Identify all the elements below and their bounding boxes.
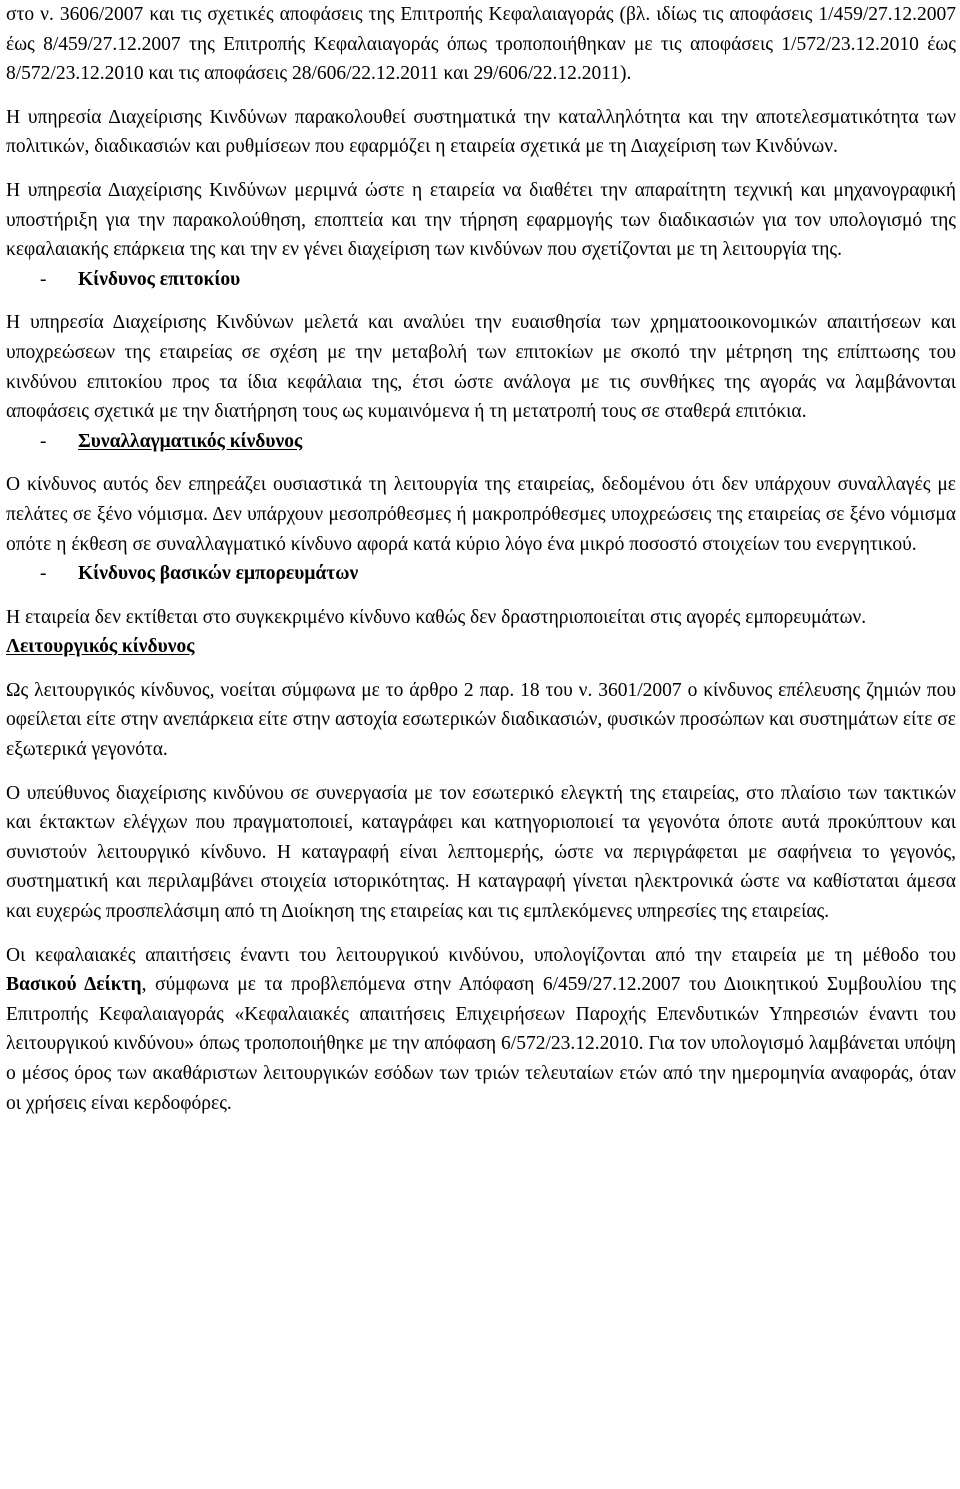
paragraph-intro: στο ν. 3606/2007 και τις σχετικές αποφάσεις της Επιτροπής Κεφαλαιαγοράς (βλ. ιδίως τις αποφάσεις 1/459/27.12.2007 έως 8/459/27.12.2007 της Επιτροπής Κεφαλαιαγοράς όπως τροποποιήθηκαν με τις αποφάσεις 1/572/23.12.2010 έως 8/572/23.12.2010 και τις αποφάσεις 28/606/22.12.2011 και 29/606/22.12.2011).	[6, 4, 956, 85]
heading-text: Συναλλαγματικός κίνδυνος	[78, 430, 303, 452]
paragraph-commodity-risk: Η εταιρεία δεν εκτίθεται στο συγκεκριμένο κίνδυνο καθώς δεν δραστηριοποιείται στις αγορές εμπορευμάτων.	[6, 606, 867, 628]
heading-text: Κίνδυνος βασικών εμπορευμάτων	[78, 563, 359, 585]
document-page	[6, 0, 956, 1118]
paragraph-fx-risk: Ο κίνδυνος αυτός δεν επηρεάζει ουσιαστικά τη λειτουργία της εταιρείας, δεδομένου ότι δεν υπάρχουν συναλλαγές με πελάτες σε ξένο νόμισμα. Δεν υπάρχουν μεσοπρόθεσμες ή μακροπρόθεσμες υποχρεώσεις της εταιρείας σε ξένο νόμισμα οπότε η έκθεση σε συναλλαγματικό κίνδυνο αφορά κατά κύριο λόγο ένα μικρό ποσοστό στοιχείων του ενεργητικού.	[6, 474, 956, 555]
heading-operational-risk: Λειτουργικός κίνδυνος	[6, 636, 195, 658]
paragraph-operational-definition: Ως λειτουργικός κίνδυνος, νοείται σύμφωνα με το άρθρο 2 παρ. 18 του ν. 3601/2007 ο κίνδυνος επέλευσης ζημιών που οφείλεται είτε στην ανεπάρκεια είτε στην αστοχία εσωτερικών διαδικασιών, φυσικών προσώπων και συστημάτων είτε σε εξωτερικά γεγονότα.	[6, 679, 956, 761]
heading-text: Κίνδυνος επιτοκίου	[78, 268, 241, 290]
list-dash: -	[40, 563, 47, 585]
list-dash: -	[40, 430, 47, 452]
list-dash: -	[40, 268, 47, 290]
paragraph-operational-recording: Ο υπεύθυνος διαχείρισης κινδύνου σε συνεργασία με τον εσωτερικό ελεγκτή της εταιρείας, στο πλαίσιο των τακτικών και έκτακτων ελέγχων που πραγματοποιεί, καταγράφει και κατηγοριοποιεί τα γεγονότα όποτε αυτά προκύπτουν και συνιστούν λειτουργικό κίνδυνο. Η καταγραφή είναι λεπτομερής, ώστε να περιγράφεται με σαφήνεια το γεγονός, συστηματική και περιλαμβάνει στοιχεία ιστορικότητας. Η καταγραφή γίνεται ηλεκτρονικά ώστε να καθίσταται άμεσα και ευχερώς προσπελάσιμη από τη Διοίκηση της εταιρείας και τις εμπλεκόμενες υπηρεσίες της εταιρείας.	[6, 782, 956, 923]
basic-indicator-term: Βασικού Δείκτη	[6, 974, 142, 996]
heading-commodity-risk	[6, 559, 956, 589]
heading-fx-risk	[6, 427, 956, 457]
heading-interest-rate-risk	[6, 265, 956, 295]
paragraph-interest-rate-risk: Η υπηρεσία Διαχείρισης Κινδύνων μελετά και αναλύει την ευαισθησία των χρηματοοικονομικών απαιτήσεων και υποχρεώσεων της εταιρείας σε σχέση με την μεταβολή των επιτοκίων με σκοπό την μέτρηση της επίπτωσης του κινδύνου επιτοκίου προς τα ίδια κεφάλαια της, έτσι ώστε ανάλογα με τις συνθήκες της αγοράς να λαμβάνονται αποφάσεις σχετικά με την διατήρηση τους ως κυμαινόμενα ή τη μετατροπή τους σε σταθερά επιτόκια.	[6, 312, 956, 423]
paragraph-risk-monitoring: Η υπηρεσία Διαχείρισης Κινδύνων παρακολουθεί συστηματικά την καταλληλότητα και την αποτελεσματικότητα των πολιτικών, διαδικασιών και ρυθμίσεων που εφαρμόζει η εταιρεία σχετικά με τη Διαχείριση των Κινδύνων.	[6, 106, 956, 158]
paragraph-operational-capital	[6, 941, 956, 1119]
paragraph-technical-support: Η υπηρεσία Διαχείρισης Κινδύνων μεριμνά ώστε η εταιρεία να διαθέτει την απαραίτητη τεχνική και μηχανογραφική υποστήριξη για την παρακολούθηση, εποπτεία και την τήρηση εφαρμογής των διαδικασιών για τον υπολογισμό της κεφαλαιακής επάρκεια της και την εν γένει διαχείριση των κινδύνων που σχετίζονται με τη λειτουργία της.	[6, 179, 956, 261]
capital-text-end: , σύμφωνα με τα προβλεπόμενα στην Απόφαση 6/459/27.12.2007 του Διοικητικού Συμβουλίου της Επιτροπής Κεφαλαιαγοράς «Κεφαλαιακές απαιτήσεις Επιχειρήσεων Παροχής Επενδυτικών Υπηρεσιών έναντι του λειτουργικού κινδύνου» όπως τροποποιήθηκε με την απόφαση 6/572/23.12.2010. Για τον υπολογισμό λαμβάνεται υπόψη ο μέσος όρος των ακαθάριστων λειτουργικών εσόδων των τριών τελευταίων ετών από την ημερομηνία αναφοράς, όταν οι χρήσεις είναι κερδοφόρες.	[6, 974, 956, 1114]
capital-text-start: Οι κεφαλαιακές απαιτήσεις έναντι του λειτουργικού κινδύνου, υπολογίζονται από την εταιρεία με τη μέθοδο του	[6, 944, 956, 966]
